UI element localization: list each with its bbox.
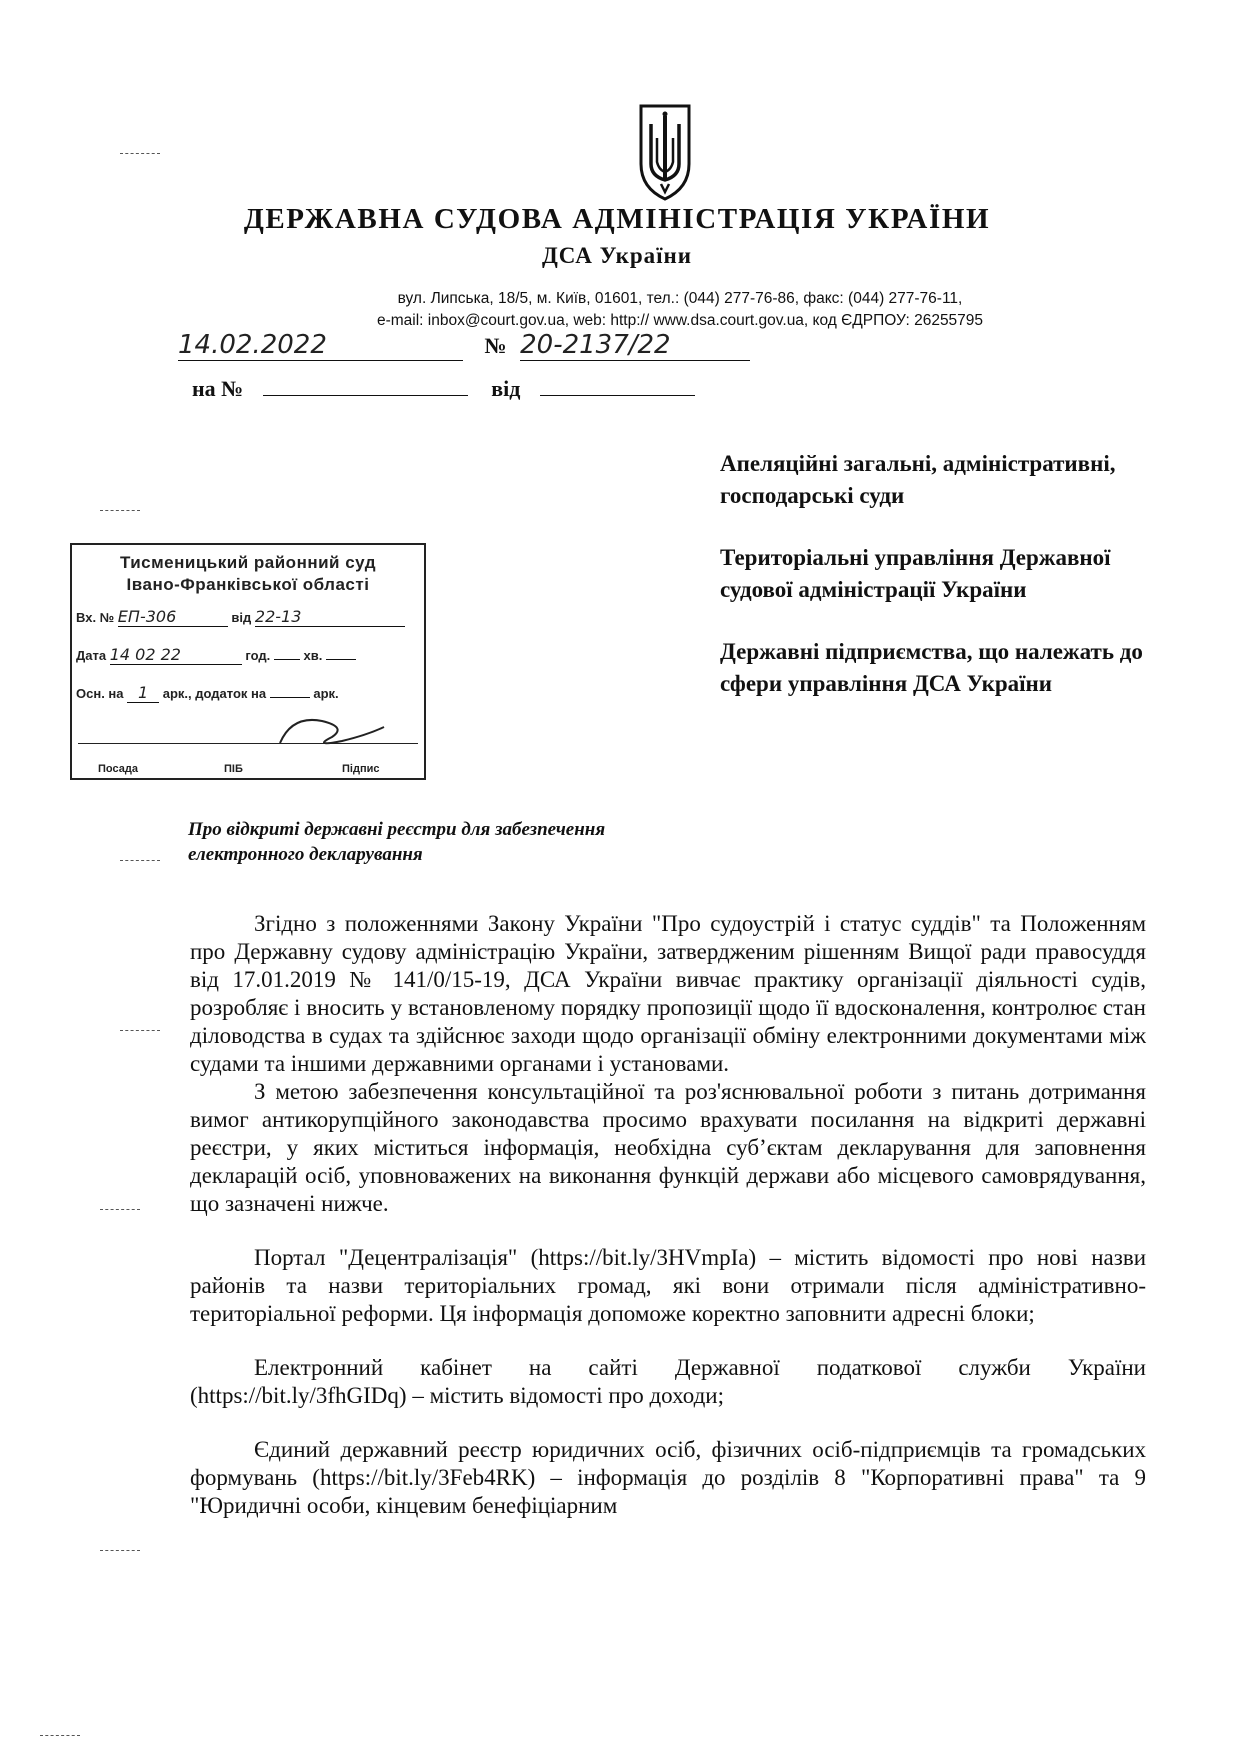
letter-subject: Про відкриті державні реєстри для забезпечення електронного декларування [188, 819, 606, 865]
stamp-min-label: хв. [303, 648, 323, 663]
stamp-signature-label: Підпис [342, 763, 380, 775]
contact-line: e-mail: inbox@court.gov.ua, web: http:// www.dsa.court.gov.ua, код ЄДРПОУ: 26255795 [376, 312, 984, 329]
stamp-date-value: 14 02 22 [110, 645, 242, 665]
stamp-min-blank [326, 647, 356, 660]
body-paragraph: З метою забезпечення консультаційної та роз'яснювальної роботи з питань дотримання вимог антикорупційного законодавства просимо врахувати посилання на відкриті державні реєстри, у яких міститься інформація, необхідна суб’єктам декларування для заповнення декларацій осіб, уповноважених на виконання функцій держави або місцевого самоврядування, що зазначені нижче. [190, 1079, 1146, 1216]
stamp-sheets-label: арк., додаток на [162, 686, 267, 701]
stamp-date-row [76, 645, 356, 665]
stamp-incoming-row [76, 607, 405, 627]
incoming-registration-stamp [70, 543, 426, 780]
body-paragraph: Електронний кабінет на сайті Державної податкової служби України (https://bit.ly/3fhGIDq) – містить відомості про доходи; [190, 1355, 1146, 1408]
stamp-date-label: Дата [76, 648, 107, 663]
stamp-court-name [72, 552, 424, 596]
registration-number: 20-2137/22 [520, 330, 750, 361]
reference-date-blank [540, 373, 695, 396]
coat-of-arms-icon [637, 102, 693, 202]
body-paragraph: Згідно з положеннями Закону України "Про судоустрій і статус суддів" та Положенням про Державну судову адміністрацію України, затвердженим рішенням Вищої ради правосуддя від 17.01.2019 № 141/0/15-19, ДСА України вивчає практику організації діяльності судів, розробляє і вносить у встановленому порядку пропозиції щодо її вдосконалення, контролює стан діловодства в судах та здійснює заходи щодо організації обміну електронними документами між судами та іншими державними органами і установами. [190, 911, 1146, 1076]
address-line: вул. Липська, 18/5, м. Київ, 01601, тел.: (044) 277-76-86, факс: (044) 277-76-11, [397, 290, 963, 307]
scan-margin-mark [40, 1735, 80, 1736]
reference-from-label: від [491, 376, 521, 401]
addressees [720, 448, 1160, 730]
stamp-name-label: ПІБ [224, 763, 243, 775]
stamp-hour-blank [274, 647, 300, 660]
addressee-item: Апеляційні загальні, адміністративні, господарські суди [720, 451, 1116, 508]
stamp-in-label: Вх. № [76, 610, 115, 625]
addressee-item: Територіальні управління Державної судової адміністрації України [720, 545, 1111, 602]
body-paragraph: Єдиний державний реєстр юридичних осіб, фізичних осіб-підприємців та громадських формувань (https://bit.ly/3Feb4RK) – інформація до розділів 8 "Корпоративні права" та 9 "Юридичні особи, кінцевим бенефіціарним [190, 1437, 1146, 1518]
letter-body [190, 910, 1146, 1520]
organization-short-name: ДСА України [541, 243, 693, 268]
stamp-court-line: Тисменицький районний суд [119, 553, 377, 572]
number-label: № [484, 333, 507, 358]
registration-date: 14.02.2022 [178, 330, 463, 361]
stamp-attach-blank [270, 685, 310, 698]
stamp-basis-label: Осн. на [76, 686, 124, 701]
stamp-from-label: від [231, 610, 252, 625]
reference-row [192, 373, 695, 402]
stamp-from-value: 22-13 [255, 607, 405, 627]
contact-block [300, 288, 1060, 332]
stamp-court-line: Івано-Франківської області [126, 575, 370, 594]
stamp-hour-label: год. [245, 648, 271, 663]
addressee-item: Державні підприємства, що належать до сфери управління ДСА України [720, 639, 1143, 696]
stamp-position-label: Посада [98, 763, 138, 775]
scan-margin-mark [120, 153, 160, 154]
handwritten-signature-icon [272, 707, 392, 749]
scan-margin-mark [120, 860, 160, 861]
registration-date-row [178, 330, 750, 361]
reference-label: на № [192, 376, 244, 401]
stamp-sheets-end: арк. [313, 686, 339, 701]
scan-margin-mark [100, 1209, 140, 1210]
scan-margin-mark [100, 510, 140, 511]
stamp-basis-row [76, 683, 339, 703]
stamp-in-number: ЕП-306 [118, 607, 228, 627]
scan-margin-mark [120, 1030, 160, 1031]
reference-number-blank [263, 373, 468, 396]
body-paragraph: Портал "Децентралізація" (https://bit.ly/3HVmpIa) – містить відомості про нові назви районів та назви територіальних громад, які вони отримали після адміністративно-територіальної реформи. Ця інформація допоможе коректно заповнити адресні блоки; [190, 1245, 1146, 1326]
scan-margin-mark [100, 1550, 140, 1551]
organization-name: ДЕРЖАВНА СУДОВА АДМІНІСТРАЦІЯ УКРАЇНИ [243, 203, 991, 235]
stamp-basis-value: 1 [127, 683, 159, 703]
